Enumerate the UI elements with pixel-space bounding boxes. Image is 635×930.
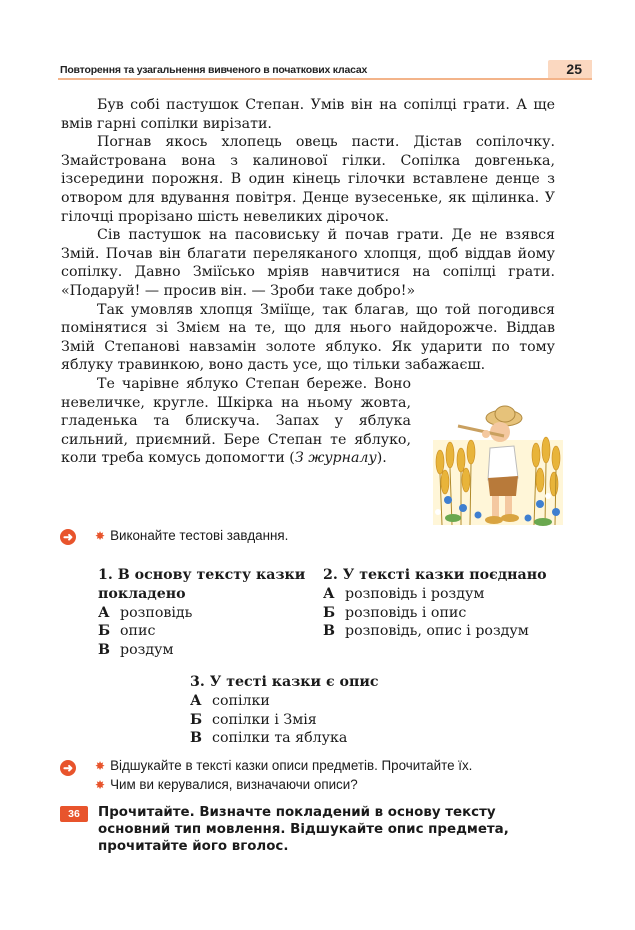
option-letter: Б — [190, 711, 203, 728]
option-letter: Б — [98, 623, 111, 640]
option-text: сопілки та яблука — [212, 730, 348, 747]
exercise-number: 36 — [60, 806, 88, 822]
task-2-line-1: Відшукайте в тексті казки описи предметів. Прочитайте їх. — [110, 758, 473, 773]
quiz-question-2 — [323, 566, 563, 641]
answer-option[interactable] — [98, 622, 313, 641]
arrow-right-icon: ➜ — [60, 760, 76, 776]
option-text: розповідь і опис — [345, 604, 467, 621]
story-paragraph: Сів пастушок на пасовиську й почав грати. Де не взявся Змій. Почав він благати переляканого хлопця, щоб віддав йому сопілку. Давно Зміїсько мріяв навчитися на сопілці грати. «Подаруй! — просив він. — Зроби таке добро!» — [61, 227, 555, 299]
arrow-right-icon: ➜ — [60, 529, 76, 545]
task-2-line-2: Чим ви керувалися, визначаючи описи? — [110, 777, 358, 792]
story-paragraph-last — [61, 375, 411, 468]
story-paragraph: Був собі пастушок Степан. Умів він на сопілці грати. А ще вмів гарні сопілки вирізати. — [61, 97, 555, 132]
story-paragraph: Так умовляв хлопця Зміїще, так благав, що той погодився помінятися зі Змієм на те, що для нього найдорожче. Віддав Змій Степанові навзамін золоте яблуко. Як ударити по тому яблуку травинкою, воно дасть усе, що тільки забажаєш. — [61, 301, 555, 374]
story-source: З журналу — [294, 450, 377, 467]
section-title: Повторення та узагальнення вивченого в початкових класах — [60, 64, 368, 76]
option-text: розповідь і роздум — [345, 585, 485, 602]
option-letter: А — [190, 692, 202, 709]
quiz-question-3 — [190, 673, 450, 748]
story-last-end: ). — [376, 450, 387, 467]
story-paragraph: Погнав якось хлопець овець пасти. Дістав сопілочку. Змайстрована вона з калинової гілки. Сопілка довгенька, ізсередини порожня. В один кінець гілочки вставлене денце з отвором для вдування повітря. Денце вузесеньке, як щілинка. У гілочці прорізано шість невеликих дірочок. — [61, 134, 555, 225]
answer-option[interactable] — [190, 711, 450, 730]
option-text: опис — [120, 623, 156, 640]
answer-option[interactable] — [98, 604, 313, 623]
star-icon: ✸ — [95, 778, 106, 792]
answer-option[interactable] — [190, 729, 450, 748]
option-text: роздум — [120, 642, 174, 659]
question-text: 2. У тексті казки поєднано — [323, 567, 547, 583]
question-text: 1. В основу тексту казки покладено — [98, 567, 306, 602]
question-text: 3. У тесті казки є опис — [190, 674, 379, 690]
shepherd-illustration — [428, 400, 568, 530]
answer-option[interactable] — [323, 622, 563, 641]
option-text: сопілки — [212, 692, 270, 709]
page-number: 25 — [566, 61, 582, 77]
exercise-text: Прочитайте. Визначте покладений в основу тексту основний тип мовлення. Відшукайте опис предмета, прочитайте його вголос. — [98, 805, 509, 854]
answer-option[interactable] — [323, 585, 563, 604]
page-header — [58, 60, 592, 81]
option-text: розповідь — [120, 604, 193, 621]
option-letter: Б — [323, 604, 336, 621]
star-icon: ✸ — [95, 759, 106, 773]
task-1-text: Виконайте тестові завдання. — [110, 528, 289, 543]
quiz-question-1 — [98, 566, 313, 660]
header-rule — [58, 78, 592, 80]
option-letter: В — [190, 730, 202, 747]
option-text: сопілки і Змія — [212, 711, 317, 728]
answer-option[interactable] — [323, 604, 563, 623]
task-2 — [60, 758, 560, 798]
option-letter: В — [323, 623, 335, 640]
option-letter: А — [98, 604, 110, 621]
option-letter: В — [98, 642, 110, 659]
answer-option[interactable] — [98, 641, 313, 660]
option-letter: А — [323, 585, 335, 602]
option-text: розповідь, опис і роздум — [345, 623, 529, 640]
star-icon: ✸ — [95, 529, 106, 543]
answer-option[interactable] — [190, 692, 450, 711]
story-last-text: Те чарівне яблуко Степан береже. Воно невеличке, кругле. Шкірка на ньому жовта, гладенька та блискуча. Запах у яблука сильний, приємний. Бере Степан те яблуко, коли треба комусь допомогти ( — [61, 375, 411, 467]
